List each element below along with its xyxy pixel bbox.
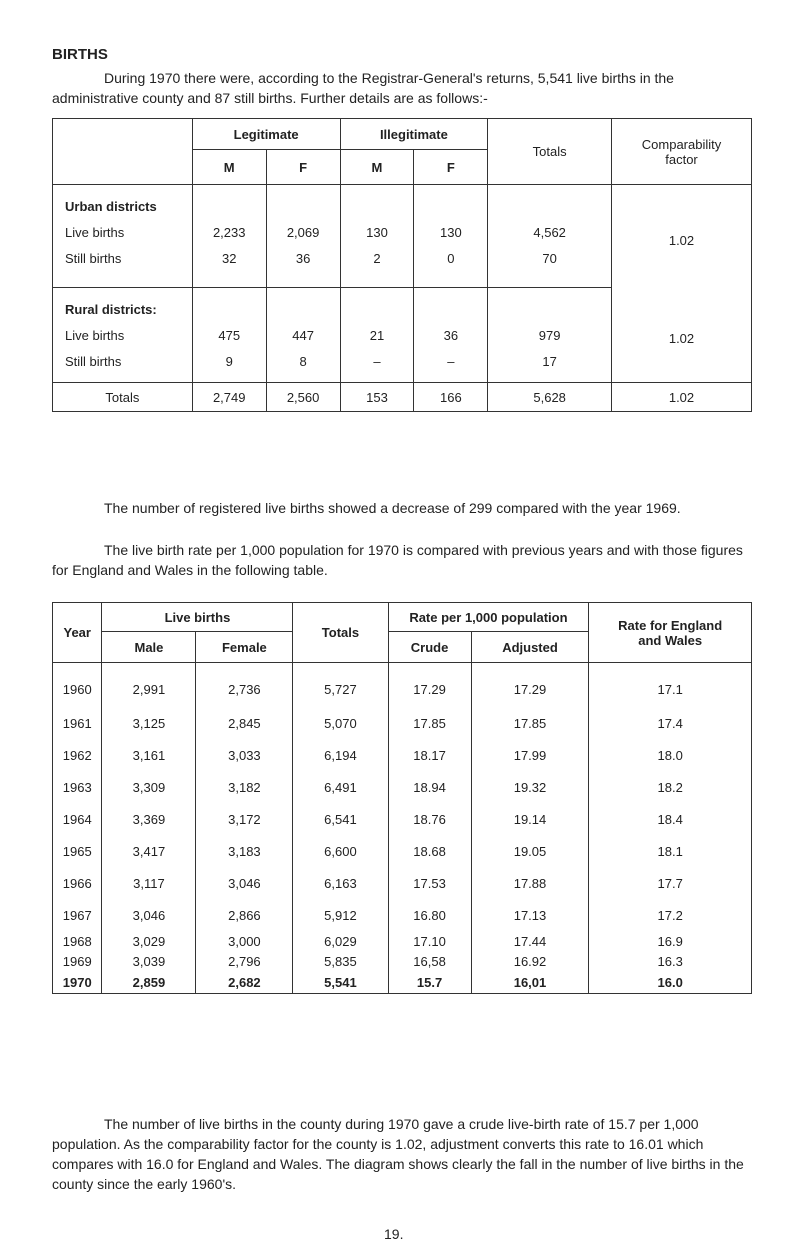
cell-england-wales: 16.9 xyxy=(589,931,752,951)
urban-live-label: Live births xyxy=(53,219,193,245)
cell-total: 6,541 xyxy=(293,803,388,835)
cell-year: 1967 xyxy=(53,899,102,931)
cell-male: 2,991 xyxy=(102,663,196,708)
header-illegit-f: F xyxy=(414,150,488,185)
cell-male: 3,039 xyxy=(102,951,196,971)
cell-year: 1965 xyxy=(53,835,102,867)
cell-crude: 17.53 xyxy=(388,867,471,899)
cell-male: 3,417 xyxy=(102,835,196,867)
cell-england-wales: 16.0 xyxy=(589,971,752,994)
cell-crude: 16.80 xyxy=(388,899,471,931)
cell-total: 5,070 xyxy=(293,707,388,739)
header-legitimate: Legitimate xyxy=(192,119,340,150)
cell-total: 6,163 xyxy=(293,867,388,899)
totals-label: Totals xyxy=(53,383,193,412)
cell-total: 5,727 xyxy=(293,663,388,708)
cell-total: 6,194 xyxy=(293,739,388,771)
page-heading: BIRTHS xyxy=(52,46,108,63)
cell-total: 5,912 xyxy=(293,899,388,931)
table-row xyxy=(53,771,752,803)
urban-still-lf: 36 xyxy=(266,245,340,288)
urban-live-lm: 2,233 xyxy=(192,219,266,245)
cell-adjusted: 16.92 xyxy=(471,951,589,971)
corner-cell xyxy=(53,119,193,185)
cell-crude: 17.10 xyxy=(388,931,471,951)
cell-male: 3,125 xyxy=(102,707,196,739)
cell-adjusted: 19.05 xyxy=(471,835,589,867)
rural-live-im: 21 xyxy=(340,322,414,348)
cell-total: 5,835 xyxy=(293,951,388,971)
cell-female: 2,866 xyxy=(196,899,293,931)
cell-england-wales: 17.7 xyxy=(589,867,752,899)
cell-female: 3,172 xyxy=(196,803,293,835)
cell-crude: 18.76 xyxy=(388,803,471,835)
rural-live-lm: 475 xyxy=(192,322,266,348)
rural-live-total: 979 xyxy=(488,322,612,348)
cell-year: 1960 xyxy=(53,663,102,708)
totals-factor: 1.02 xyxy=(612,383,752,412)
cell-total: 6,600 xyxy=(293,835,388,867)
cell-female: 3,182 xyxy=(196,771,293,803)
header-legit-m: M xyxy=(192,150,266,185)
table-row xyxy=(53,951,752,971)
totals-im: 153 xyxy=(340,383,414,412)
birth-rate-table xyxy=(52,602,752,994)
cell-female: 2,796 xyxy=(196,951,293,971)
rural-section-title: Rural districts: xyxy=(53,288,193,323)
rural-still-total: 17 xyxy=(488,348,612,383)
header-illegit-m: M xyxy=(340,150,414,185)
header-live-births: Live births xyxy=(102,603,293,632)
urban-still-im: 2 xyxy=(340,245,414,288)
urban-live-im: 130 xyxy=(340,219,414,245)
table-row xyxy=(53,867,752,899)
cell-year: 1962 xyxy=(53,739,102,771)
cell-male: 2,859 xyxy=(102,971,196,994)
table-row xyxy=(53,835,752,867)
births-table xyxy=(52,118,752,412)
cell-male: 3,117 xyxy=(102,867,196,899)
header-adjusted: Adjusted xyxy=(471,632,589,663)
cell-total: 6,029 xyxy=(293,931,388,951)
urban-section-title: Urban districts xyxy=(53,185,193,220)
cell-year: 1961 xyxy=(53,707,102,739)
table-row xyxy=(53,971,752,994)
table-row xyxy=(53,739,752,771)
cell-england-wales: 17.4 xyxy=(589,707,752,739)
rural-still-lm: 9 xyxy=(192,348,266,383)
totals-lm: 2,749 xyxy=(192,383,266,412)
cell-crude: 18.94 xyxy=(388,771,471,803)
cell-adjusted: 19.32 xyxy=(471,771,589,803)
cell-male: 3,369 xyxy=(102,803,196,835)
paragraph-comparison: The live birth rate per 1,000 population for 1970 is compared with previous years and with those figures for England and Wales in the following table. xyxy=(52,542,743,578)
header-england-wales: Rate for England and Wales xyxy=(589,603,752,663)
cell-year: 1963 xyxy=(53,771,102,803)
cell-england-wales: 18.4 xyxy=(589,803,752,835)
cell-year: 1964 xyxy=(53,803,102,835)
cell-year: 1970 xyxy=(53,971,102,994)
header-female: Female xyxy=(196,632,293,663)
header-legit-f: F xyxy=(266,150,340,185)
rural-still-lf: 8 xyxy=(266,348,340,383)
urban-live-total: 4,562 xyxy=(488,219,612,245)
urban-still-label: Still births xyxy=(53,245,193,288)
cell-female: 3,046 xyxy=(196,867,293,899)
urban-live-if: 130 xyxy=(414,219,488,245)
rural-still-label: Still births xyxy=(53,348,193,383)
page-number: 19. xyxy=(384,1226,404,1242)
rural-live-if: 36 xyxy=(414,322,488,348)
cell-total: 6,491 xyxy=(293,771,388,803)
paragraph-decrease: The number of registered live births showed a decrease of 299 compared with the year 1969. xyxy=(104,500,681,516)
table-row xyxy=(53,803,752,835)
cell-crude: 16,58 xyxy=(388,951,471,971)
header-comparability: Comparability factor xyxy=(612,119,752,185)
urban-live-lf: 2,069 xyxy=(266,219,340,245)
rural-live-lf: 447 xyxy=(266,322,340,348)
header-rate: Rate per 1,000 population xyxy=(388,603,589,632)
cell-female: 2,845 xyxy=(196,707,293,739)
cell-total: 5,541 xyxy=(293,971,388,994)
totals-if: 166 xyxy=(414,383,488,412)
header-illegitimate: Illegitimate xyxy=(340,119,488,150)
cell-female: 2,736 xyxy=(196,663,293,708)
cell-england-wales: 16.3 xyxy=(589,951,752,971)
urban-factor: 1.02 xyxy=(612,185,752,288)
table-row xyxy=(53,707,752,739)
cell-adjusted: 17.88 xyxy=(471,867,589,899)
cell-crude: 17.85 xyxy=(388,707,471,739)
totals-lf: 2,560 xyxy=(266,383,340,412)
paragraph-summary: The number of live births in the county during 1970 gave a crude live-birth rate of 15.7 per 1,000 population. As the comparability factor for the county is 1.02, adjustment converts this rate to 16.01 which compares with 16.0 for England and Wales. The diagram shows clearly the fall in the number of live births in the county since the early 1960's. xyxy=(52,1116,744,1192)
cell-england-wales: 17.2 xyxy=(589,899,752,931)
rural-live-label: Live births xyxy=(53,322,193,348)
table-row xyxy=(53,663,752,708)
intro-paragraph: During 1970 there were, according to the Registrar-General's returns, 5,541 live births in the administrative county and 87 still births. Further details are as follows:- xyxy=(52,70,674,106)
cell-crude: 17.29 xyxy=(388,663,471,708)
urban-still-if: 0 xyxy=(414,245,488,288)
header-totals: Totals xyxy=(293,603,388,663)
urban-still-total: 70 xyxy=(488,245,612,288)
cell-female: 2,682 xyxy=(196,971,293,994)
table-row xyxy=(53,931,752,951)
cell-crude: 18.17 xyxy=(388,739,471,771)
cell-adjusted: 17.85 xyxy=(471,707,589,739)
cell-adjusted: 17.13 xyxy=(471,899,589,931)
cell-adjusted: 17.29 xyxy=(471,663,589,708)
cell-adjusted: 17.99 xyxy=(471,739,589,771)
cell-female: 3,000 xyxy=(196,931,293,951)
cell-england-wales: 18.2 xyxy=(589,771,752,803)
cell-england-wales: 18.1 xyxy=(589,835,752,867)
cell-female: 3,033 xyxy=(196,739,293,771)
cell-adjusted: 17.44 xyxy=(471,931,589,951)
table-row xyxy=(53,899,752,931)
cell-adjusted: 16,01 xyxy=(471,971,589,994)
cell-adjusted: 19.14 xyxy=(471,803,589,835)
cell-year: 1968 xyxy=(53,931,102,951)
header-year: Year xyxy=(53,603,102,663)
header-totals: Totals xyxy=(488,119,612,185)
cell-male: 3,309 xyxy=(102,771,196,803)
cell-year: 1966 xyxy=(53,867,102,899)
cell-year: 1969 xyxy=(53,951,102,971)
cell-male: 3,046 xyxy=(102,899,196,931)
cell-england-wales: 18.0 xyxy=(589,739,752,771)
cell-female: 3,183 xyxy=(196,835,293,867)
birth-rate-rows xyxy=(53,663,752,994)
cell-male: 3,029 xyxy=(102,931,196,951)
header-male: Male xyxy=(102,632,196,663)
rural-still-if: – xyxy=(414,348,488,383)
totals-total: 5,628 xyxy=(488,383,612,412)
cell-crude: 15.7 xyxy=(388,971,471,994)
cell-england-wales: 17.1 xyxy=(589,663,752,708)
cell-male: 3,161 xyxy=(102,739,196,771)
rural-factor: 1.02 xyxy=(612,288,752,383)
cell-crude: 18.68 xyxy=(388,835,471,867)
urban-still-lm: 32 xyxy=(192,245,266,288)
header-crude: Crude xyxy=(388,632,471,663)
rural-still-im: – xyxy=(340,348,414,383)
